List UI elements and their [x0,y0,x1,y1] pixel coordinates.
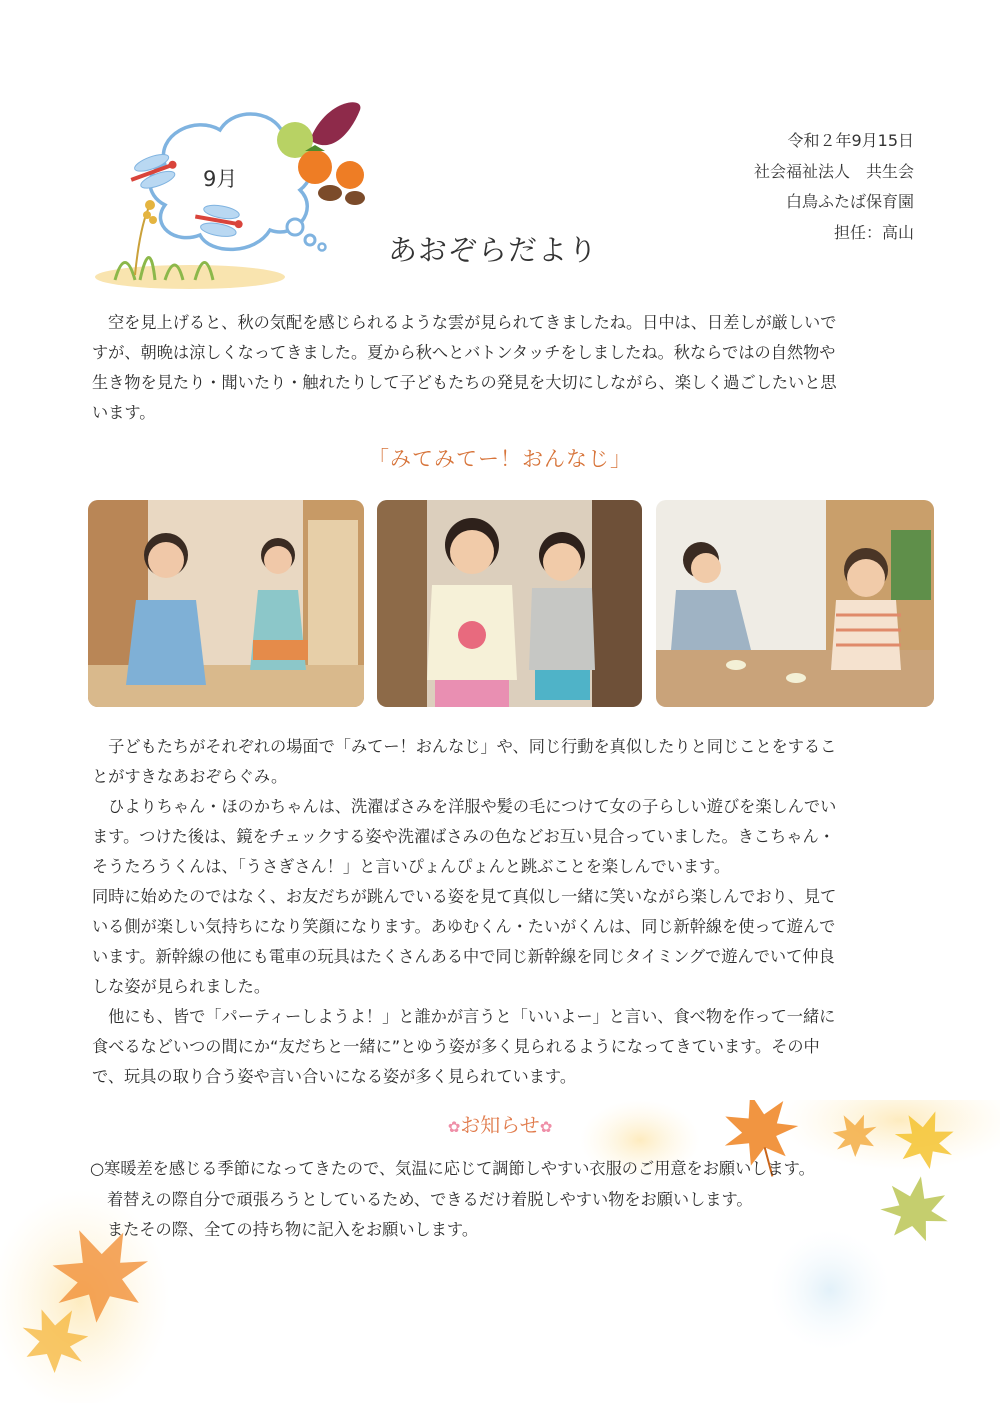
body-line: ひよりちゃん・ほのかちゃんは、洗濯ばさみを洋服や髪の毛につけて女の子らしい遊びを楽しんでい [92,797,837,816]
intro-line: すが、朝晩は涼しくなってきました。夏から秋へとバトンタッチをしましたね。秋ならではの自然物や [92,343,836,362]
newsletter-title: あおぞらだより [388,233,599,267]
intro-line: 空を見上げると、秋の気配を感じられるような雲が見られてきましたね。日中は、日差しが厳しいで [108,313,837,332]
notice-title-text: お知らせ [460,1113,540,1137]
header-info [754,126,914,248]
body-line: いる側が楽しい気持ちになり笑顔になります。あゆむくん・たいがくんは、同じ新幹線を使って遊んで [92,917,836,936]
month-label: 9月 [203,167,238,191]
notice-line: 着替えの際自分で頑張ろうとしているため、できるだけ着脱しやすい物をお願いします。 [107,1189,753,1209]
intro-paragraph [92,308,917,428]
body-line: ます。つけた後は、鏡をチェックする姿や洗濯ばさみの色などお互い見合っていました。きこちゃん・ [92,827,835,846]
nursery-name: 白鳥ふたば保育園 [785,192,914,211]
body-line: 子どもたちがそれぞれの場面で「みてー！おんなじ」や、同じ行動を真似したりと同じことをするこ [92,737,837,756]
header-illustration [95,95,395,295]
body-line: 食べるなどいつの間にか“友だちと一緒に”とゆう姿が多く見られるようになってきています。その中 [92,1037,820,1056]
body-paragraphs [92,732,917,1092]
notice-list [90,1154,970,1246]
photo-children-2 [377,500,642,707]
issue-date: 令和２年9月15日 [787,131,914,150]
body-line: 他にも、皆で「パーティーしようよ！」と誰かが言うと「いいよー」と言い、食べ物を作って一緒に [92,1007,836,1026]
intro-line: 生き物を見たり・聞いたり・触れたりして子どもたちの発見を大切にしながら、楽しく過ごしたいと思 [92,373,837,392]
section-title: 「みてみてー！おんなじ」 [368,447,632,471]
flower-icon: ✿ [447,1118,461,1136]
teacher-name: 担任：高山 [833,222,914,242]
body-line: しな姿が見られました。 [92,977,271,996]
body-line: そうたろうくんは、「うさぎさん！」と言いぴょんぴょんと跳ぶことを楽しんでいます。 [92,857,731,876]
photo-children-1 [88,500,364,707]
organization-name: 社会福祉法人 共生会 [753,161,914,181]
autumn-leaves-decoration [0,1100,1000,1403]
intro-line: います。 [92,403,156,422]
notice-line: ○寒暖差を感じる季節になってきたので、気温に応じて調節しやすい衣服のご用意をお願いします。 [90,1159,815,1178]
notice-line: またその際、全ての持ち物に記入をお願いします。 [107,1220,479,1239]
flower-icon: ✿ [539,1118,553,1136]
body-line: います。新幹線の他にも電車の玩具はたくさんある中で同じ新幹線を同じタイミングで遊んでいて仲良 [92,947,835,966]
notice-title [0,1109,1000,1138]
body-line: とがすきなあおぞらぐみ。 [92,767,288,786]
body-line: 同時に始めたのではなく、お友だちが跳んでいる姿を見て真似し一緒に笑いながら楽しんでおり、見て [92,887,837,906]
body-line: で、玩具の取り合う姿や言い合いになる姿が多く見られています。 [92,1067,577,1086]
photo-children-3 [656,500,934,707]
